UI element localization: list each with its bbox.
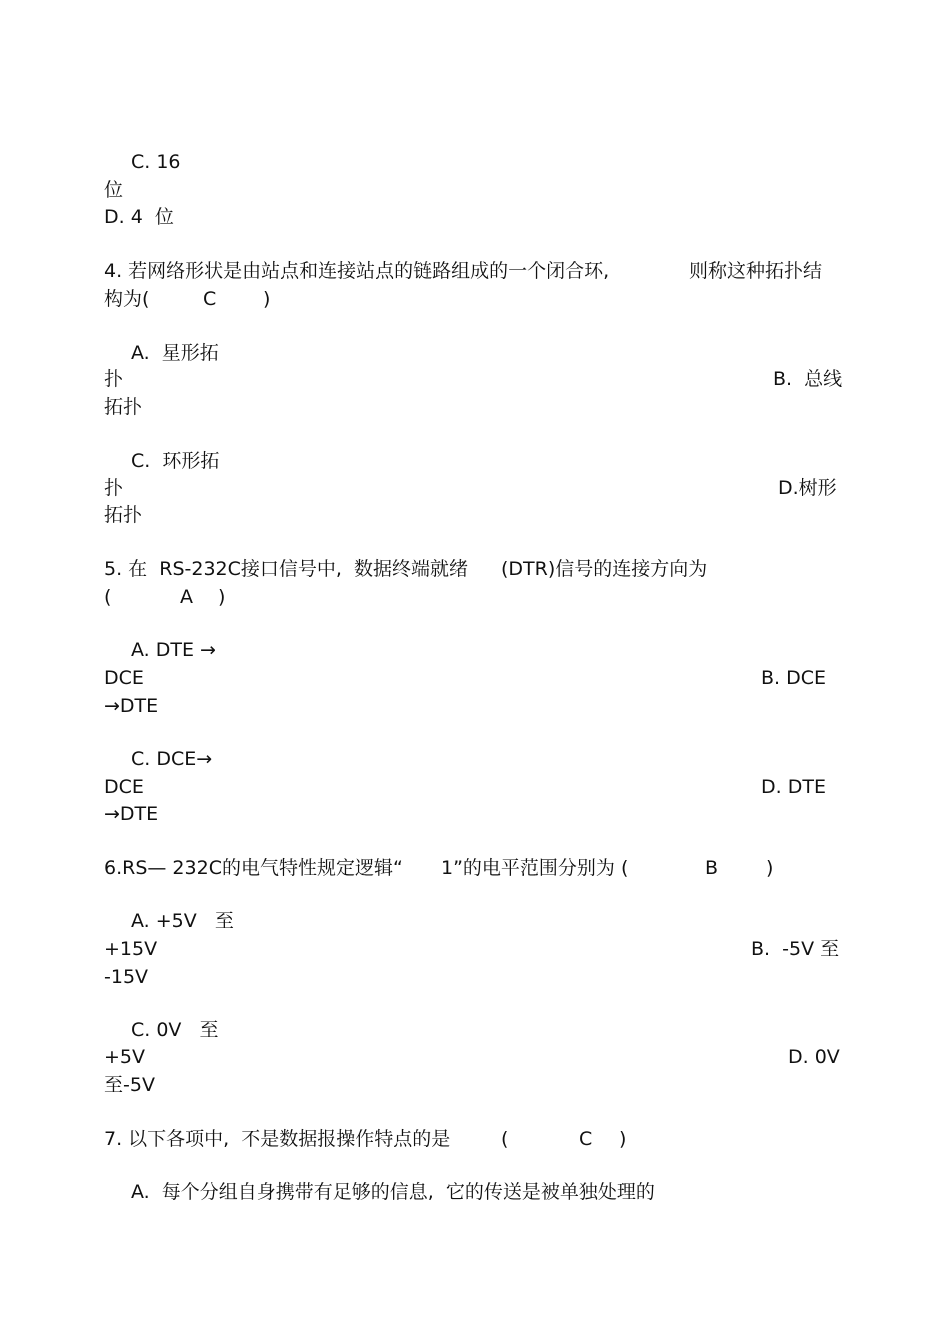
q4-stem-tail: 则称这种拓扑结 [689,260,823,282]
q5-stem-dtr: (DTR)信号的连接方向为 [501,558,708,580]
q5-stem: 5. 在 RS-232C接口信号中, 数据终端就绪 [104,558,469,580]
q5-option-c-cont: DCE [104,776,144,798]
q4-option-b-cont: 拓扑 [104,396,143,418]
q5-option-d: D. DTE [761,776,826,798]
q6-stem: 6.RS— 232C的电气特性规定逻辑“ [104,857,403,879]
q5-option-c: C. DCE→ [131,748,213,770]
q6-stem-cont: 1”的电平范围分别为 ( [441,857,629,879]
q7-answer: C [579,1128,593,1150]
q5-option-a-cont: DCE [104,667,144,689]
q6-option-c-cont: +5V [104,1046,146,1068]
q4-option-c-cont: 扑 [104,477,124,499]
q5-option-d-cont: →DTE [104,803,159,825]
q5-option-b-cont: →DTE [104,695,159,717]
q4-stem-close: ) [263,288,271,310]
q3-option-d: D. 4 位 [104,206,174,228]
q3-option-c-unit: 位 [104,179,124,201]
q4-option-b: B. 总线 [773,368,843,390]
q6-option-b-cont: -15V [104,966,149,988]
q4-option-c: C. 环形拓 [131,450,220,472]
q6-option-d-cont: 至-5V [104,1074,155,1096]
q6-option-c: C. 0V 至 [131,1019,219,1041]
q4-answer: C [203,288,217,310]
q6-answer: B [705,857,719,879]
q7-stem-close: ) [619,1128,627,1150]
q5-answer: A [180,586,193,608]
q6-option-d: D. 0V [788,1046,840,1068]
q5-option-b: B. DCE [761,667,827,689]
q5-stem-line2: ( [104,586,112,608]
q5-stem-close: ) [218,586,226,608]
q4-stem: 4. 若网络形状是由站点和连接站点的链路组成的一个闭合环, [104,260,610,282]
q5-option-a: A. DTE → [131,639,216,661]
q4-option-d: D.树形 [778,477,837,499]
q3-option-c: C. 16 [131,151,181,173]
q6-option-a-cont: +15V [104,938,158,960]
q6-stem-close: ) [766,857,774,879]
q4-option-a: A. 星形拓 [131,342,219,364]
q4-option-d-cont: 拓扑 [104,504,143,526]
q6-option-a: A. +5V 至 [131,910,234,932]
q7-stem-open: ( [501,1128,509,1150]
q7-stem: 7. 以下各项中, 不是数据报操作特点的是 [104,1128,451,1150]
q6-option-b: B. -5V 至 [751,938,840,960]
q4-option-a-cont: 扑 [104,368,124,390]
q4-stem-line2: 构为( [104,288,150,310]
q7-option-a: A. 每个分组自身携带有足够的信息, 它的传送是被单独处理的 [131,1181,655,1203]
